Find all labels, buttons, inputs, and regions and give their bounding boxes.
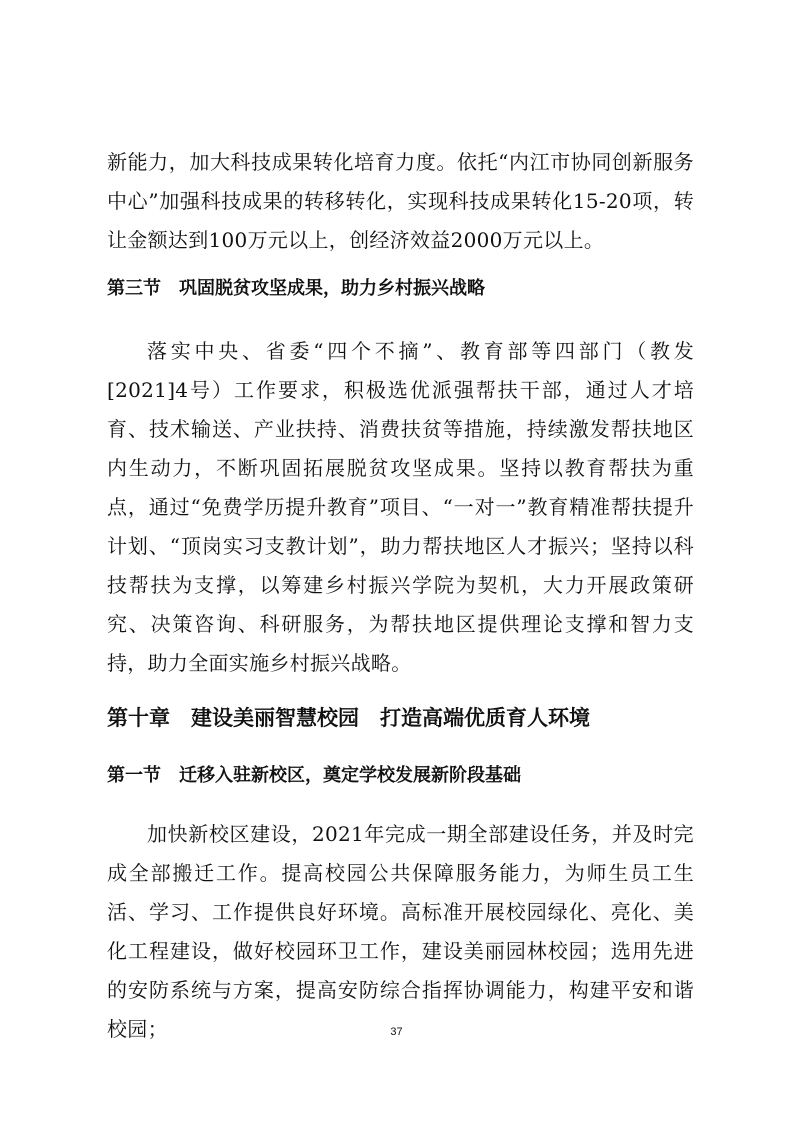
page-content — [107, 143, 694, 1049]
heading-section-1: 第一节 迁移入驻新校区，奠定学校发展新阶段基础 — [107, 765, 521, 786]
heading-chapter-10: 第十章 建设美丽智慧校园 打造高端优质育人环境 — [107, 706, 590, 730]
paragraph-poverty-alleviation: 落实中央、省委“四个不摘”、教育部等四部门（教发[2021]4号）工作要求，积极选优派强帮扶干部，通过人才培育、技术输送、产业扶持、消费扶贫等措施，持续激发帮扶地区内生动力，不断巩固拓展脱贫攻坚成果。坚持以教育帮扶为重点，通过“免费学历提升教育”项目、“一对一”教育精准帮扶提升计划、“顶岗实习支教计划”，助力帮扶地区人才振兴；坚持以科技帮扶为支撑，以筹建乡村振兴学院为契机，大力开展政策研究、决策咨询、科研服务，为帮扶地区提供理论支撑和智力支持，助力全面实施乡村振兴战略。 — [107, 339, 694, 675]
paragraph-new-campus: 加快新校区建设，2021年完成一期全部建设任务，并及时完成全部搬迁工作。提高校园公共保障服务能力，为师生员工生活、学习、工作提供良好环境。高标准开展校园绿化、亮化、美化工程建设，做好校园环卫工作，建设美丽园林校园；选用先进的安防系统与方案，提高安防综合指挥协调能力，构建平安和谐校园； — [107, 822, 694, 1041]
page-number: 37 — [390, 1026, 403, 1038]
paragraph-tech-transfer: 新能力，加大科技成果转化培育力度。依托“内江市协同创新服务中心”加强科技成果的转移转化，实现科技成果转化15-20项，转让金额达到100万元以上，创经济效益2000万元以上。 — [107, 150, 694, 252]
heading-section-3: 第三节 巩固脱贫攻坚成果，助力乡村振兴战略 — [107, 278, 485, 299]
